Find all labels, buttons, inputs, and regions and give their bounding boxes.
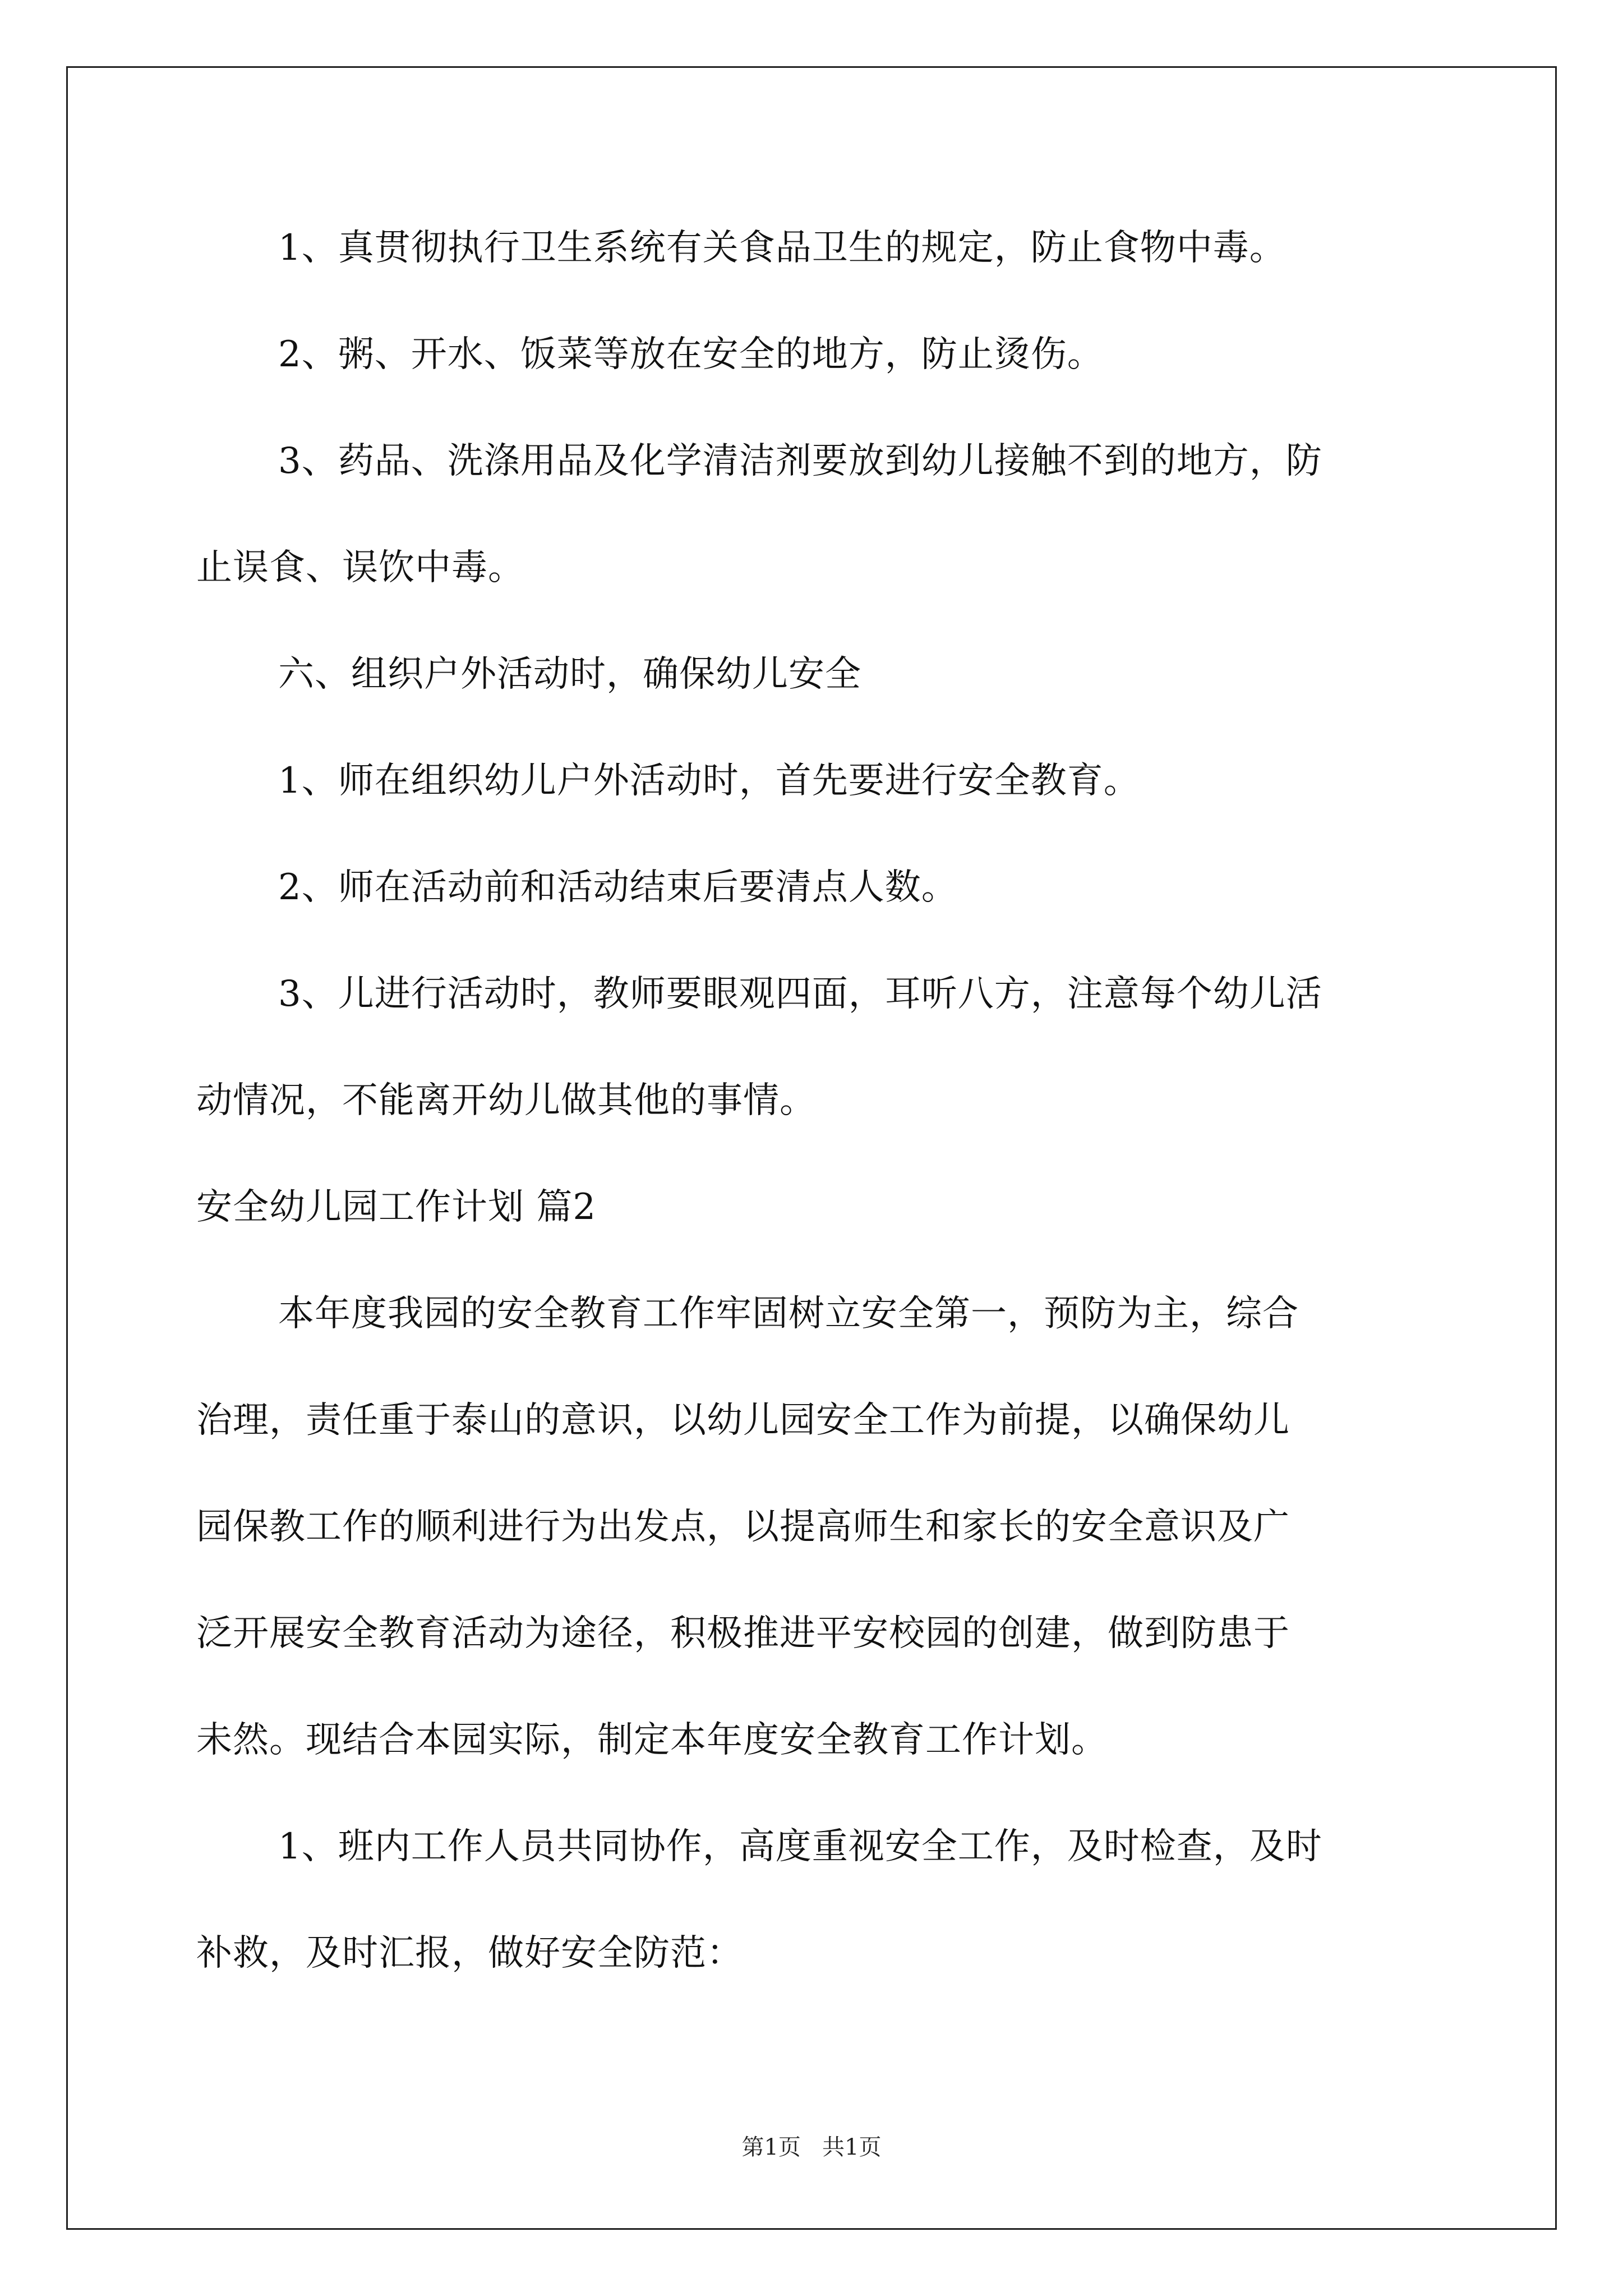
- section-heading: 六、组织户外活动时，确保幼儿安全: [278, 654, 861, 695]
- text-line: 治理，责任重于泰山的意识，以幼儿园安全工作为前提，以确保幼儿: [196, 1400, 1290, 1441]
- text-line: 3、药品、洗涤用品及化学清洁剂要放到幼儿接触不到的地方，防: [278, 440, 1322, 482]
- page-footer: 第1页 共1页: [741, 2134, 882, 2160]
- text-line: 止误食、误饮中毒。: [196, 547, 524, 588]
- text-line: 园保教工作的顺利进行为出发点，以提高师生和家长的安全意识及广: [196, 1506, 1290, 1548]
- text-line: 本年度我园的安全教育工作牢固树立安全第一，预防为主，综合: [278, 1293, 1299, 1335]
- text-line: 2、师在活动前和活动结束后要清点人数。: [278, 867, 958, 908]
- text-line: 1、真贯彻执行卫生系统有关食品卫生的规定，防止食物中毒。: [278, 227, 1286, 269]
- text-line: 未然。现结合本园实际，制定本年度安全教育工作计划。: [196, 1719, 1108, 1761]
- text-line: 泛开展安全教育活动为途径，积极推进平安校园的创建，做到防患于: [196, 1613, 1290, 1654]
- text-line: 补救，及时汇报，做好安全防范：: [196, 1932, 743, 1974]
- text-line: 2、粥、开水、饭菜等放在安全的地方，防止烫伤。: [278, 334, 1104, 375]
- page-border: [66, 66, 1557, 2230]
- text-line: 3、儿进行活动时，教师要眼观四面，耳听八方，注意每个幼儿活: [278, 973, 1322, 1015]
- text-line: 动情况，不能离开幼儿做其他的事情。: [196, 1080, 816, 1121]
- article-title: 安全幼儿园工作计划 篇2: [196, 1186, 597, 1228]
- text-line: 1、班内工作人员共同协作，高度重视安全工作，及时检查，及时: [278, 1826, 1322, 1867]
- text-line: 1、师在组织幼儿户外活动时，首先要进行安全教育。: [278, 760, 1140, 802]
